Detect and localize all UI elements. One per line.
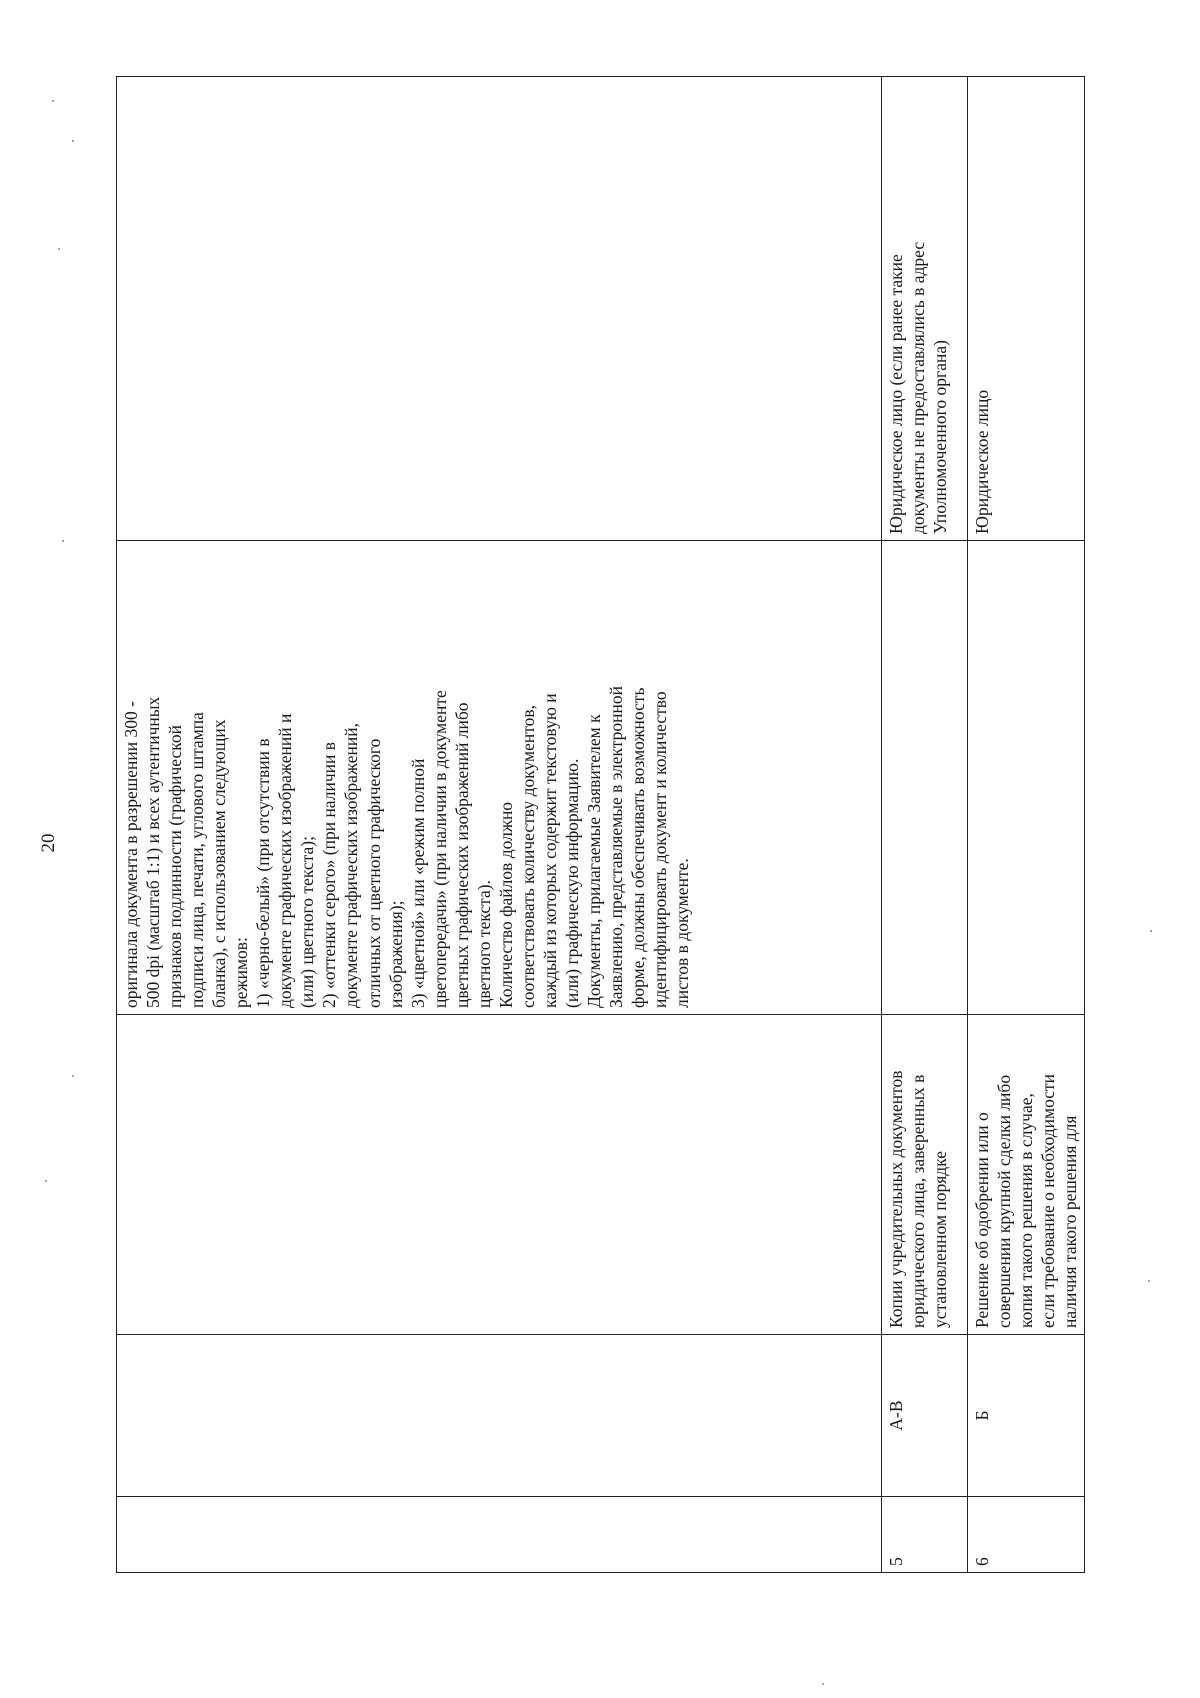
cont-applicant-cell (117, 77, 882, 541)
requirements-line: документе графических изображений, (341, 722, 362, 1008)
requirements-line: 3) «цветной» или «режим полной (407, 758, 428, 1008)
requirements-line: Заявлению, представляемые в электронной (606, 686, 627, 1008)
row-applicant-cell (882, 77, 968, 541)
requirements-line: идентифицировать документ и количество (650, 691, 671, 1008)
document-line: копия такого решения в случае, (1016, 1093, 1037, 1328)
requirements-line: 2) «оттенки серого» (при наличии в (319, 742, 340, 1008)
cont-num-cell (117, 1497, 882, 1573)
page-number: 20 (38, 833, 59, 853)
requirements-line: изображения); (385, 900, 406, 1008)
applicant-line: Юридическое лицо (если ранее такие (886, 254, 906, 534)
requirements-line: цветных графических изображений либо (451, 702, 472, 1008)
documents-table (116, 76, 1085, 1573)
table-row (882, 77, 968, 1573)
requirements-line: оригинала документа в разрешении 300 - (121, 701, 141, 1008)
document-line: наличия такого решения для (1060, 1115, 1081, 1328)
document-line: установленном порядке (930, 1150, 951, 1328)
requirements-line: документе графических изображений и (275, 713, 296, 1008)
requirements-line: Документы, прилагаемые Заявителем к (583, 714, 604, 1008)
document-line: Копии учредительных документов (886, 1070, 906, 1328)
requirements-line: признаков подлинности (графической (165, 725, 186, 1008)
table-frame (116, 77, 1081, 1573)
requirements-line: отличных от цветного графического (363, 738, 384, 1008)
requirements-line: 1) «черно-белый» (при отсутствии в (253, 738, 274, 1008)
table-row-continuation (117, 77, 882, 1573)
row-number: 6 (968, 1497, 1085, 1573)
table-row (968, 77, 1085, 1573)
row-category: А-В (882, 1335, 968, 1497)
requirements-line: цветопередачи» (при наличии в документе (429, 690, 450, 1008)
row-document-cell (882, 1015, 968, 1335)
requirements-line: 500 dpi (масштаб 1:1) и всех аутентичных (143, 696, 164, 1008)
row-requirements-cell (968, 541, 1085, 1015)
document-line: юридического лица, заверенных в (908, 1074, 929, 1328)
requirements-line: листов в документе. (672, 858, 693, 1008)
row-category: Б (968, 1335, 1085, 1497)
cont-category-cell (117, 1335, 882, 1497)
requirements-line: каждый из которых содержит текстовую и (539, 693, 560, 1008)
row-number: 5 (882, 1497, 968, 1573)
requirements-line: Количество файлов должно (495, 801, 516, 1008)
requirements-line: (или) графическую информацию. (561, 758, 582, 1008)
requirements-line: цветного текста). (473, 879, 494, 1008)
document-line: Решение об одобрении или о (972, 1112, 992, 1328)
row-requirements-cell (882, 541, 968, 1015)
requirements-line: (или) цветного текста); (297, 836, 318, 1008)
applicant-line: Юридическое лицо (972, 389, 992, 534)
applicant-line: документы не предоставлялись в адрес (908, 241, 929, 534)
requirements-line: форме, должны обеспечивать возможность (628, 687, 649, 1008)
cont-requirements-cell (117, 541, 882, 1015)
cont-document-cell (117, 1015, 882, 1335)
document-line: если требование о необходимости (1038, 1073, 1059, 1328)
requirements-line: подписи лица, печати, углового штампа (187, 712, 208, 1008)
requirements-line: бланка), с использованием следующих (209, 719, 230, 1008)
row-applicant-cell (968, 77, 1085, 541)
document-line: совершении крупной сделки либо (994, 1074, 1015, 1328)
applicant-line: Уполномоченного органа) (930, 340, 951, 534)
requirements-line: режимов: (231, 937, 252, 1008)
requirements-line: соответствовать количеству документов, (517, 704, 538, 1008)
row-document-cell (968, 1015, 1085, 1335)
